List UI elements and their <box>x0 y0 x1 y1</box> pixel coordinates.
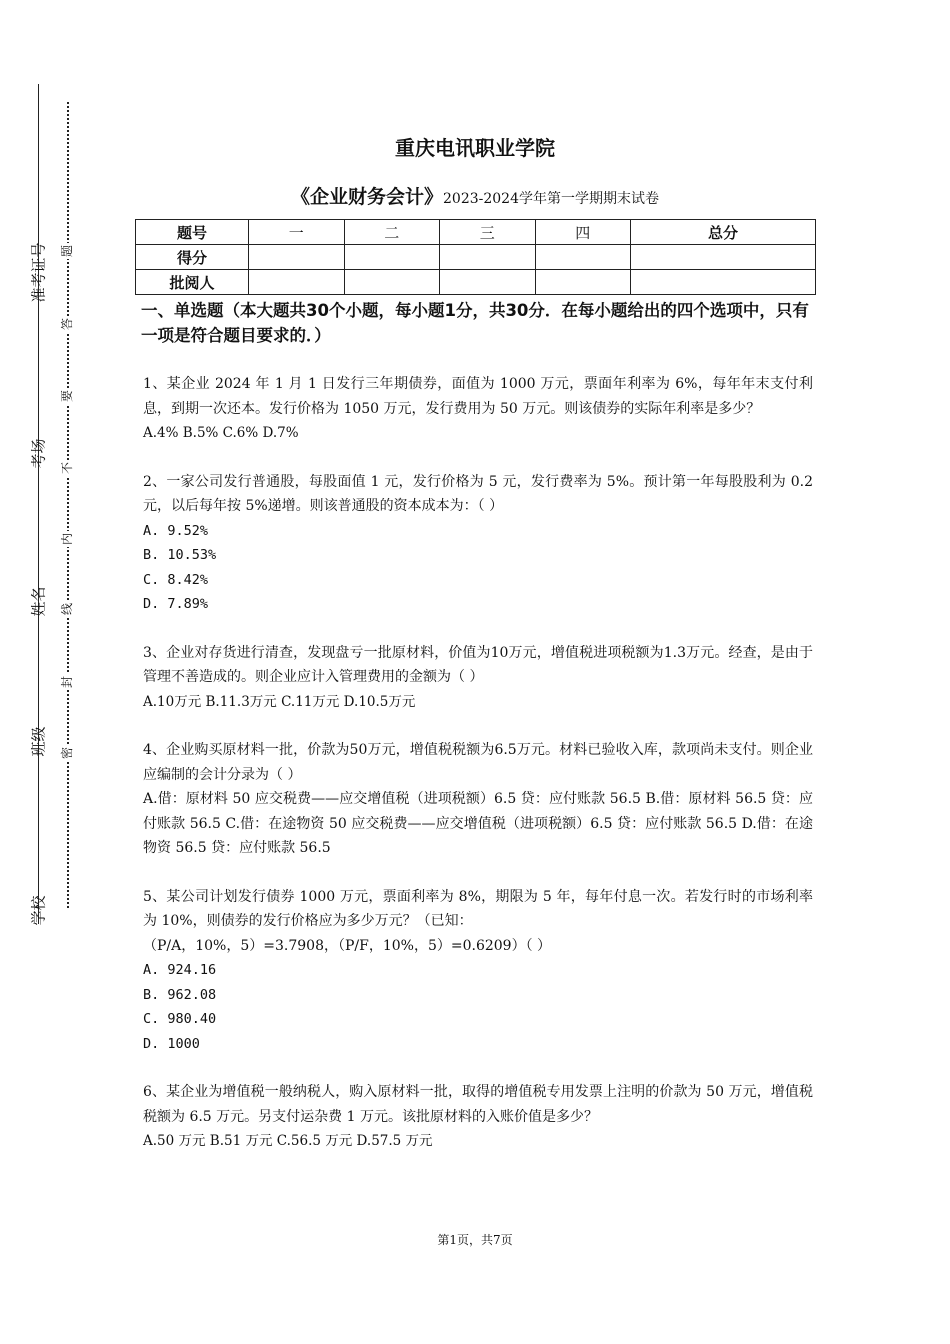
question <box>143 885 813 1057</box>
course-title: 《企业财务会计》 <box>290 186 443 208</box>
exam-title <box>0 182 950 209</box>
school-title: 重庆电讯职业学院 <box>395 136 555 160</box>
score-table-header-cell: 四 <box>535 220 631 245</box>
question-options: A.50 万元 B.51 万元 C.56.5 万元 D.57.5 万元 <box>143 1133 433 1149</box>
option: D. 7.89% <box>143 596 209 612</box>
question-options: A.借：原材料 50 应交税费——应交增值税（进项税额）6.5 贷：应付账款 56.5 B.借：原材料 56.5 贷：应付账款 56.5 C.借：在途物资 50 应交税费——应交增值税（进项税额）6.5 贷：应付账款 56.5 D.借：在途物资 56.5 贷：应付账款 56.5 <box>143 791 813 856</box>
binding-label-exam-number: 准考证号 <box>29 242 48 303</box>
option: B. 962.08 <box>143 986 217 1003</box>
score-cell[interactable] <box>249 270 345 295</box>
score-table-header-row <box>136 220 816 245</box>
binding-label-school: 学校 <box>29 895 48 926</box>
seal-char: 线 <box>60 603 74 616</box>
seal-char: 答 <box>60 318 74 331</box>
question-text: 5、某公司计划发行债券 1000 万元，票面利率为 8%，期限为 5 年，每年付息一次。若发行时的市场利率为 10%，则债券的发行价格应为多少万元？（已知： <box>143 888 813 929</box>
score-cell[interactable] <box>344 270 440 295</box>
seal-char: 封 <box>60 676 74 689</box>
option: D. 1000 <box>143 1035 200 1052</box>
seal-char: 要 <box>60 390 74 403</box>
score-cell[interactable] <box>344 245 440 270</box>
option: A. 924.16 <box>143 962 217 978</box>
binding-label-exam-room: 考场 <box>29 438 48 469</box>
score-cell[interactable] <box>249 245 345 270</box>
question-text: 3、企业对存货进行清查，发现盘亏一批原材料，价值为10万元，增值税进项税额为1.3万元。经查，是由于管理不善造成的。则企业应计入管理费用的金额为（ ） <box>143 644 813 685</box>
question <box>143 470 813 617</box>
question-options: A.10万元 B.11.3万元 C.11万元 D.10.5万元 <box>143 693 416 710</box>
score-table <box>135 219 816 295</box>
score-table-header-cell: 总分 <box>631 220 816 245</box>
seal-char: 不 <box>60 462 74 475</box>
score-cell[interactable] <box>440 245 536 270</box>
page-number: 第1页，共7页 <box>437 1233 513 1247</box>
question <box>143 372 813 446</box>
score-cell[interactable] <box>631 245 816 270</box>
score-table-header-cell: 一 <box>249 220 345 245</box>
score-cell[interactable] <box>535 245 631 270</box>
score-table-header-cell: 题号 <box>136 220 249 245</box>
score-cell[interactable] <box>440 270 536 295</box>
option: A. 9.52% <box>143 522 209 539</box>
seal-char: 内 <box>60 533 74 546</box>
score-row-label: 得分 <box>136 245 249 270</box>
question-given-values: （P/A，10%，5）=3.7908，（P/F，10%，5）=0.6209）（ ） <box>143 937 552 954</box>
binding-label-class: 班级 <box>29 726 48 757</box>
exam-content <box>143 298 813 1154</box>
question-text: 4、企业购买原材料一批，价款为50万元，增值税税额为6.5万元。材料已验收入库，款项尚未支付。则企业应编制的会计分录为（ ） <box>143 742 813 783</box>
seal-dotted-line <box>67 102 69 908</box>
question-text: 2、一家公司发行普通股，每股面值 1 元，发行价格为 5 元，发行费率为 5%。预计第一年每股股利为 0.2 元，以后每年按 5%递增。则该普通股的资本成本为：（ ） <box>143 473 813 514</box>
score-row-label: 批阅人 <box>136 270 249 295</box>
question-text: 1、某企业 2024 年 1 月 1 日发行三年期债券，面值为 1000 万元，票面年利率为 6%，每年年末支付利息，到期一次还本。发行价格为 1050 万元，发行费用为 50 万元。则该债券的实际年利率是多少？ <box>143 376 813 417</box>
score-table-row <box>136 245 816 270</box>
score-table-header-cell: 二 <box>344 220 440 245</box>
seal-char: 密 <box>60 747 74 760</box>
question <box>143 1080 813 1154</box>
question <box>143 641 813 715</box>
score-cell[interactable] <box>535 270 631 295</box>
question-text: 6、某企业为增值税一般纳税人，购入原材料一批，取得的增值税专用发票上注明的价款为 50 万元，增值税税额为 6.5 万元。另支付运杂费 1 万元。该批原材料的入账价值是多少？ <box>143 1084 813 1125</box>
binding-label-name: 姓名 <box>29 586 48 617</box>
question-options: A.4% B.5% C.6% D.7% <box>143 425 299 441</box>
option: B. 10.53% <box>143 547 217 563</box>
seal-char: 题 <box>60 245 74 258</box>
option: C. 980.40 <box>143 1011 217 1027</box>
score-table-header-cell: 三 <box>440 220 536 245</box>
binding-line <box>38 84 39 924</box>
option: C. 8.42% <box>143 571 209 588</box>
question <box>143 738 813 861</box>
score-table-row <box>136 270 816 295</box>
section-title: 一、单选题（本大题共30个小题，每小题1分，共30分．在每小题给出的四个选项中，只有一项是符合题目要求的．） <box>141 301 809 345</box>
exam-term: 2023-2024学年第一学期期末试卷 <box>443 191 659 207</box>
score-cell[interactable] <box>631 270 816 295</box>
